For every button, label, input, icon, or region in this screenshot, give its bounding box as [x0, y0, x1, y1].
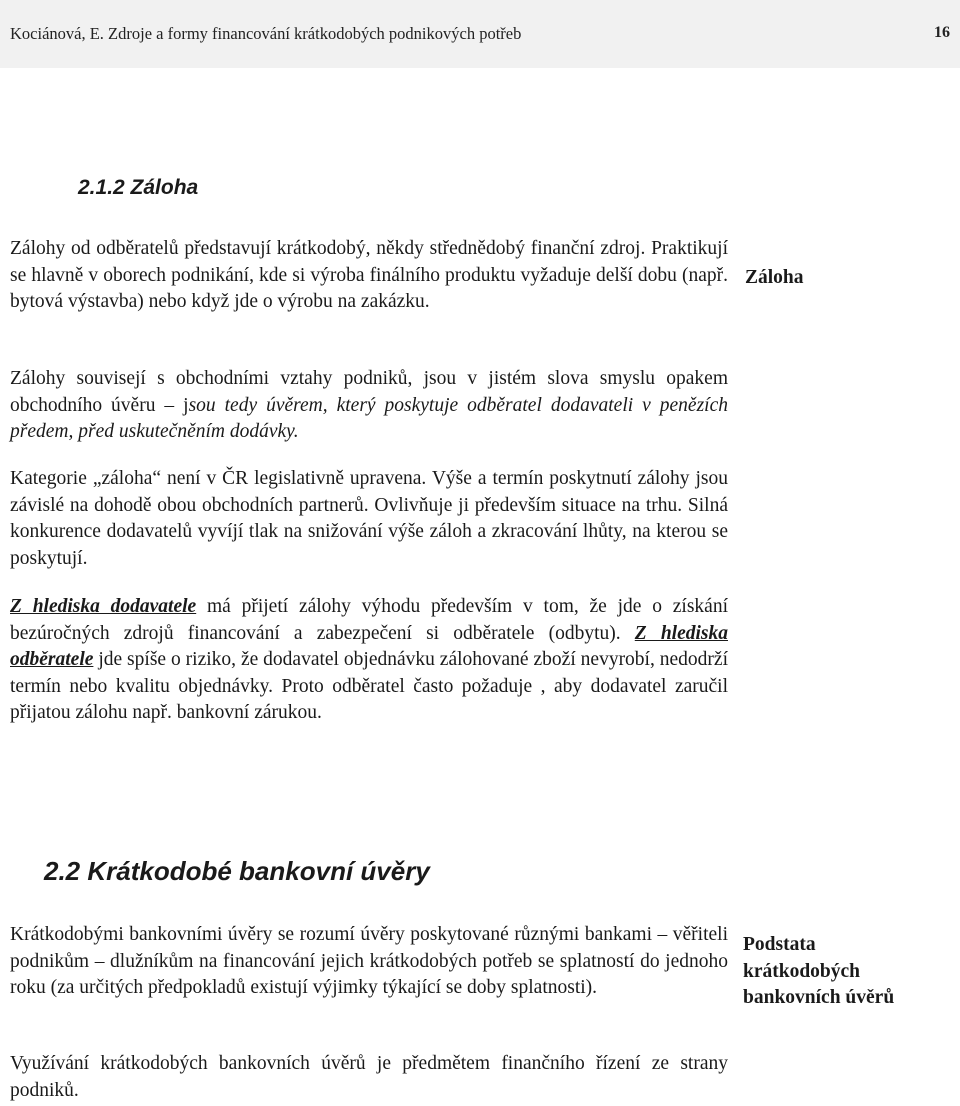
paragraph-text: má přijetí zálohy výhodu především v tom, že jde o získání bezúročných zdrojů financování a zabezpečení si odběratele (odbytu).	[10, 596, 728, 644]
page-header	[0, 0, 960, 68]
section-heading-2-2: 2.2 Krátkodobé bankovní úvěry	[44, 856, 430, 886]
paragraph-kategorie-zaloha: Kategorie „záloha“ není v ČR legislativně upravena. Výše a termín poskytnutí zálohy jsou závislé na dohodě obou obchodních partnerů. Ovlivňuje ji především situace na trhu. Silná konkurence dodavatelů vyvíjí tlak na snižování výše záloh a zkracování lhůty, na kterou se poskytují.	[10, 468, 728, 569]
margin-note-line: Podstata	[743, 934, 816, 955]
paragraph-text: jde spíše o riziko, že dodavatel objednávku zálohované zboží nevyrobí, nedodrží termín nebo kvalitu objednávky. Proto odběratel často požaduje , aby dodavatel zaručil přijatou zálohu např. bankovní zárukou.	[10, 649, 728, 723]
margin-note-podstata	[743, 932, 894, 1012]
paragraph-bankovni-uvery: Krátkodobými bankovními úvěry se rozumí úvěry poskytované různými bankami – věřiteli podnikům – dlužníkům na financování jejich krátkodobých potřeb se splatností do jednoho roku (za určitých předpokladů existují výjimky týkající se doby splatnosti).	[10, 924, 728, 998]
section-heading-2-1-2: 2.1.2 Záloha	[78, 176, 199, 199]
margin-note-line: bankovních úvěrů	[743, 987, 895, 1008]
paragraph-vyuzivani-uveru: Využívání krátkodobých bankovních úvěrů je předmětem finančního řízení ze strany podniků.	[10, 1053, 728, 1101]
paragraph-italic-text: sou tedy úvěrem, který poskytuje odběratel dodavateli v penězích předem, před uskutečněním dodávky.	[10, 394, 728, 442]
margin-note-line: krátkodobých	[743, 960, 861, 982]
paragraph-text: Zálohy souvisejí s obchodními vztahy podniků, jsou v jistém slova smyslu opakem obchodního úvěru – j	[10, 368, 728, 416]
margin-note-zaloha: Záloha	[745, 267, 804, 288]
paragraph-hlediska	[10, 594, 728, 727]
emphasis-dodavatel: Z hlediska dodavatele	[10, 596, 197, 617]
paragraph-zalohy-intro: Zálohy od odběratelů představují krátkodobý, někdy střednědobý finanční zdroj. Praktikují se hlavně v oborech podnikání, kde si výroba finálního produktu vyžaduje delší dobu (např. bytová výstavba) nebo když jde o výrobu na zakázku.	[10, 238, 728, 312]
emphasis-odberatel: Z hlediska odběratele	[10, 622, 728, 670]
page-number: 16	[934, 24, 950, 41]
running-title: Kociánová, E. Zdroje a formy financování krátkodobých podnikových potřeb	[10, 24, 522, 43]
paragraph-zalohy-relations	[10, 366, 728, 446]
